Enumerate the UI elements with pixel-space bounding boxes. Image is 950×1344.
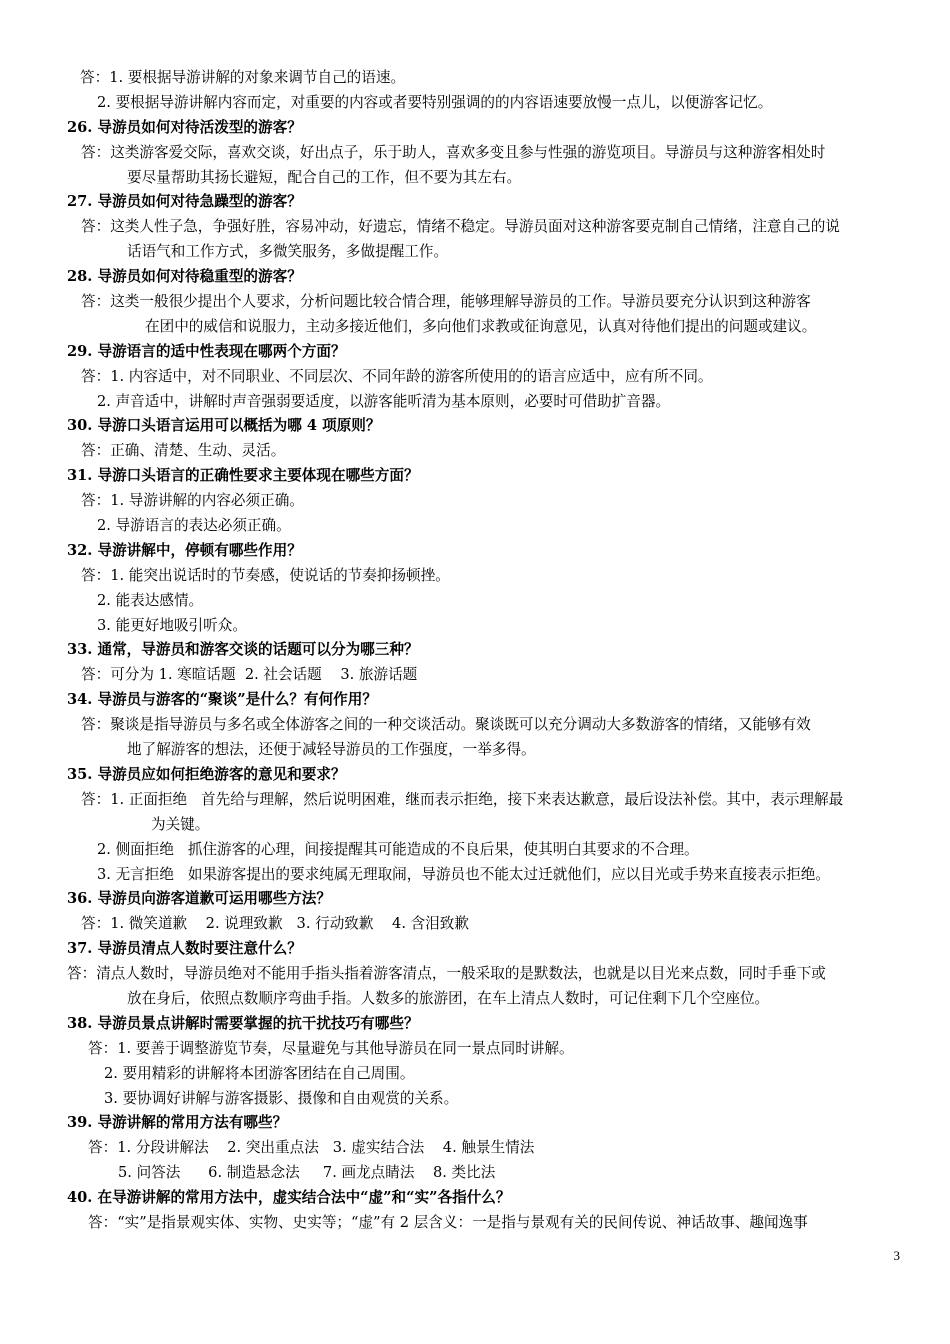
answer-line: 答：这类一般很少提出个人要求，分析问题比较合情合理，能够理解导游员的工作。导游员要充分认识到这种游客 xyxy=(81,293,811,311)
answer-line: 答：这类游客爱交际，喜欢交谈，好出点子，乐于助人，喜欢多变且参与性强的游览项目。导游员与这种游客相处时 xyxy=(81,143,826,161)
document-page xyxy=(0,66,950,1236)
question-heading: 26. 导游员如何对待活泼型的游客？ xyxy=(67,118,302,136)
answer-line: 2. 要根据导游讲解内容而定，对重要的内容或者要特别强调的的内容语速要放慢一点儿，以便游客记忆。 xyxy=(97,93,773,111)
answer-line: 答：正确、清楚、生动、灵活。 xyxy=(81,442,286,460)
question-heading: 27. 导游员如何对待急躁型的游客？ xyxy=(67,193,302,211)
answer-line: 答：1. 内容适中，对不同职业、不同层次、不同年龄的游客所使用的的语言应适中，应有所不同。 xyxy=(81,367,713,385)
question-heading: 29. 导游语言的适中性表现在哪两个方面？ xyxy=(67,342,346,360)
answer-line: 3. 要协调好讲解与游客摄影、摄像和自由观赏的关系。 xyxy=(104,1089,459,1107)
question-heading: 32. 导游讲解中，停顿有哪些作用？ xyxy=(67,541,302,559)
answer-line: 答：1. 能突出说话时的节奏感，使说话的节奏抑扬顿挫。 xyxy=(81,566,450,584)
answer-line: 5. 问答法 6. 制造悬念法 7. 画龙点睛法 8. 类比法 xyxy=(118,1164,496,1182)
answer-line: 答：聚谈是指导游员与多名或全体游客之间的一种交谈活动。聚谈既可以充分调动大多数游客的情绪，又能够有效 xyxy=(81,716,811,734)
answer-line: 话语气和工作方式，多微笑服务，多做提醒工作。 xyxy=(127,243,449,261)
question-heading: 36. 导游员向游客道歉可运用哪些方法？ xyxy=(67,890,331,908)
answer-line: 放在身后，依照点数顺序弯曲手指。人数多的旅游团，在车上清点人数时，可记住剩下几个空座位。 xyxy=(127,989,770,1007)
answer-line: 2. 能表达感情。 xyxy=(97,591,204,609)
question-heading: 37. 导游员清点人数时要注意什么？ xyxy=(67,940,302,958)
answer-line: 答：可分为 1. 寒暄话题 2. 社会话题 3. 旅游话题 xyxy=(81,666,418,684)
answer-line: 答：1. 正面拒绝 首先给与理解，然后说明困难，继而表示拒绝，接下来表达歉意，最后设法补偿。其中，表示理解最 xyxy=(81,790,844,808)
answer-line: 2. 要用精彩的讲解将本团游客团结在自己周围。 xyxy=(104,1064,415,1082)
answer-line: 3. 能更好地吸引听众。 xyxy=(97,616,247,634)
answer-line: 答：这类人性子急，争强好胜，容易冲动，好遗忘，情绪不稳定。导游员面对这种游客要克制自己情绪，注意自己的说 xyxy=(81,218,840,236)
answer-line: 答：1. 导游讲解的内容必须正确。 xyxy=(81,492,304,510)
question-heading: 34. 导游员与游客的“聚谈”是什么？有何作用？ xyxy=(67,691,377,709)
answer-line: 2. 声音适中，讲解时声音强弱要适度，以游客能听清为基本原则，必要时可借助扩音器。 xyxy=(97,392,671,410)
question-heading: 38. 导游员景点讲解时需要掌握的抗干扰技巧有哪些？ xyxy=(67,1014,419,1032)
question-heading: 31. 导游口头语言的正确性要求主要体现在哪些方面？ xyxy=(67,467,419,485)
question-heading: 30. 导游口头语言运用可以概括为哪 4 项原则？ xyxy=(67,417,381,435)
answer-line: 答：1. 要善于调整游览节奏，尽量避免与其他导游员在同一景点同时讲解。 xyxy=(88,1039,574,1057)
answer-line: 在团中的威信和说服力，主动多接近他们，多向他们求教或征询意见，认真对待他们提出的问题或建议。 xyxy=(145,317,817,335)
question-heading: 39. 导游讲解的常用方法有哪些？ xyxy=(67,1114,288,1132)
answer-line: 答：1. 微笑道歉 2. 说理致歉 3. 行动致歉 4. 含泪致歉 xyxy=(81,915,469,933)
answer-line: 3. 无言拒绝 如果游客提出的要求纯属无理取闹，导游员也不能太过迁就他们，应以目光或手势来直接表示拒绝。 xyxy=(97,865,830,883)
answer-line: 答：1. 分段讲解法 2. 突出重点法 3. 虚实结合法 4. 触景生情法 xyxy=(88,1139,535,1157)
question-heading: 33. 通常，导游员和游客交谈的话题可以分为哪三种？ xyxy=(67,641,419,659)
answer-line: 2. 侧面拒绝 抓住游客的心理，间接提醒其可能造成的不良后果，使其明白其要求的不合理。 xyxy=(97,840,699,858)
answer-line: 为关键。 xyxy=(151,815,210,833)
question-heading: 28. 导游员如何对待稳重型的游客？ xyxy=(67,268,302,286)
question-heading: 40. 在导游讲解的常用方法中，虚实结合法中“虚”和“实”各指什么？ xyxy=(67,1189,511,1207)
answer-line: 答：“实”是指景观实体、实物、史实等；“虚”有 2 层含义：一是指与景观有关的民间传说、神话故事、趣闻逸事 xyxy=(88,1213,808,1231)
answer-line: 地了解游客的想法，还便于减轻导游员的工作强度，一举多得。 xyxy=(127,741,536,759)
page-number: 3 xyxy=(893,1248,900,1263)
answer-line: 答：清点人数时，导游员绝对不能用手指头指着游客清点，一般采取的是默数法，也就是以目光来点数，同时手垂下或 xyxy=(67,965,826,983)
answer-line: 2. 导游语言的表达必须正确。 xyxy=(97,517,291,535)
answer-line: 要尽量帮助其扬长避短，配合自己的工作，但不要为其左右。 xyxy=(127,168,522,186)
question-heading: 35. 导游员应如何拒绝游客的意见和要求？ xyxy=(67,765,346,783)
answer-line: 答：1. 要根据导游讲解的对象来调节自己的语速。 xyxy=(80,69,406,86)
